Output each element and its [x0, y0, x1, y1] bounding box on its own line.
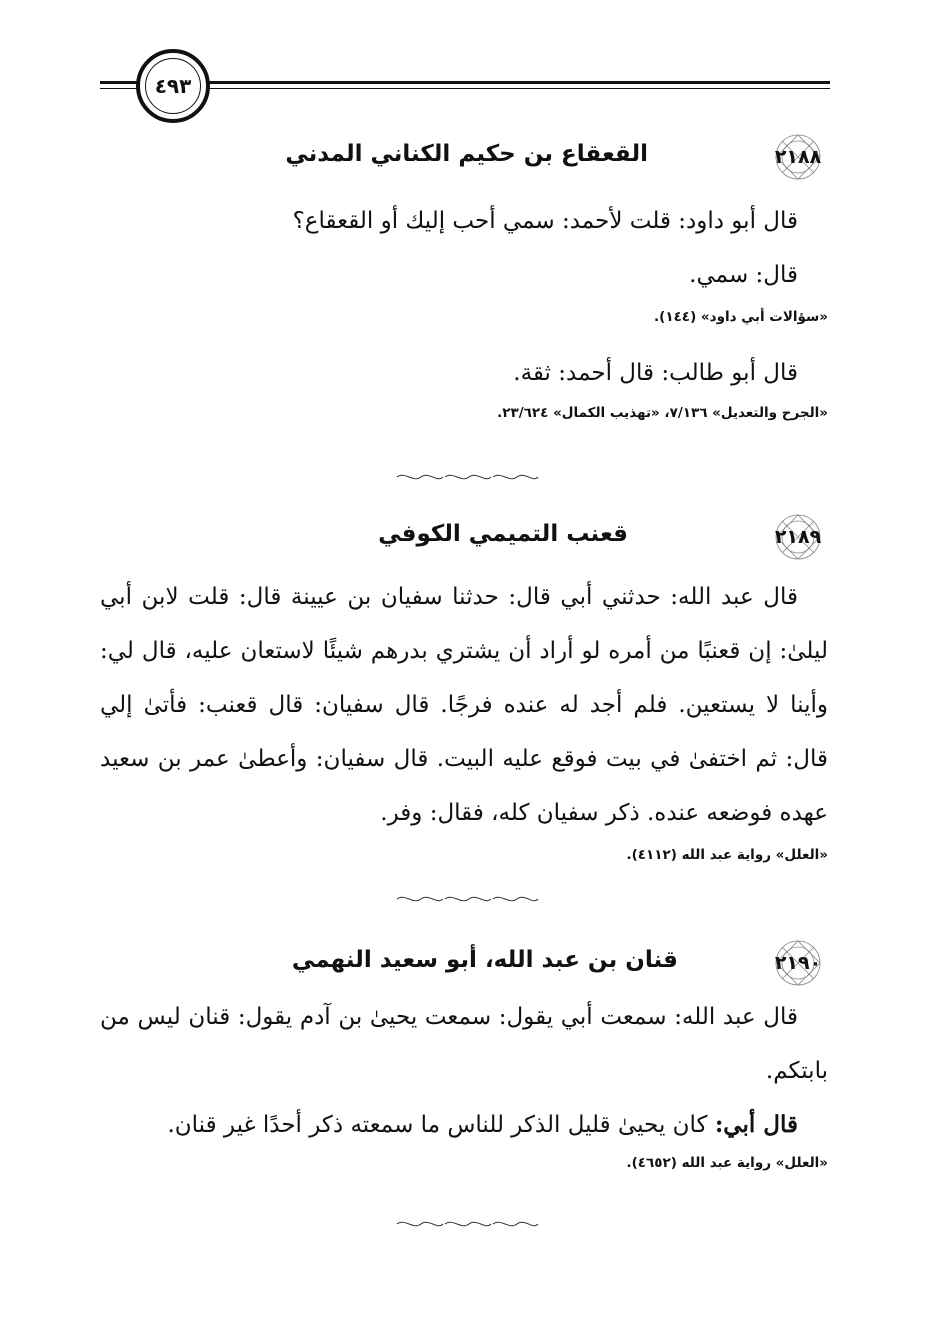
source-reference: «العلل» رواية عبد الله (٤٦٥٢). [626, 1155, 828, 1171]
source-reference: «سؤالات أبي داود» (١٤٤). [654, 309, 828, 325]
entry-heading [100, 938, 828, 990]
paragraph: قال عبد الله: سمعت أبي يقول: سمعت يحيىٰ بن آدم يقول: قنان ليس من بابتكم. [100, 1004, 828, 1084]
entry-number-badge [768, 938, 828, 988]
header-rule [100, 88, 140, 89]
page-header [100, 45, 830, 135]
entry-2189 [100, 512, 828, 884]
entry-name: القعقاع بن حكيم الكناني المدني [285, 141, 648, 167]
entry-heading [100, 132, 828, 184]
header-rule [100, 81, 140, 84]
paragraph: قال عبد الله: حدثني أبي قال: حدثنا سفيان بن عيينة قال: قلت لابن أبي ليلىٰ: إن قعنبًا من أمره لو أراد أن يشتري بدرهم شيئًا لاستعان عليه، قال لي: وأينا لا يستعين. فلم أجد له عنده فرجًا. قال سفيان: قال قعنب: فأتىٰ إلي قال: ثم اختفىٰ في بيت فوقع عليه البيت. قال سفيان: وأعطىٰ عمر بن سعيد عهده فوضعه عنده. ذكر سفيان كله، فقال: وفر. [100, 584, 828, 826]
entry-number-badge [768, 132, 828, 182]
source-reference: «الجرح والتعديل» ٧/١٣٦، «تهذيب الكمال» ٢٣/٦٢٤. [497, 405, 828, 421]
header-rule [208, 81, 830, 84]
section-divider-ornament [395, 893, 540, 905]
entry-number: ٢١٨٩ [774, 526, 822, 548]
paragraph [100, 1098, 828, 1152]
paragraph: قال أبو طالب: قال أحمد: ثقة. [513, 360, 798, 386]
entry-heading [100, 512, 828, 564]
paragraph-text: كان يحيىٰ قليل الذكر للناس ما سمعته ذكر أحدًا غير قنان. [167, 1112, 715, 1138]
page-number: ٤٩٣ [154, 74, 192, 98]
page-number-badge [136, 49, 210, 123]
entry-name: قنان بن عبد الله، أبو سعيد النهمي [291, 947, 678, 973]
section-divider-ornament [395, 1218, 540, 1230]
entry-name: قعنب التميمي الكوفي [378, 521, 628, 547]
entry-number-badge [768, 512, 828, 562]
speaker-lead: قال أبي: [714, 1111, 798, 1138]
entry-number: ٢١٨٨ [774, 146, 822, 168]
header-rule [208, 88, 830, 89]
paragraph: قال أبو داود: قلت لأحمد: سمي أحب إليك أو القعقاع؟ [292, 208, 798, 234]
section-divider-ornament [395, 471, 540, 483]
source-reference: «العلل» رواية عبد الله (٤١١٢). [626, 847, 828, 863]
paragraph: قال: سمي. [689, 262, 798, 288]
entry-number: ٢١٩٠ [774, 952, 822, 974]
entry-2188 [100, 132, 828, 442]
entry-2190 [100, 938, 828, 1192]
